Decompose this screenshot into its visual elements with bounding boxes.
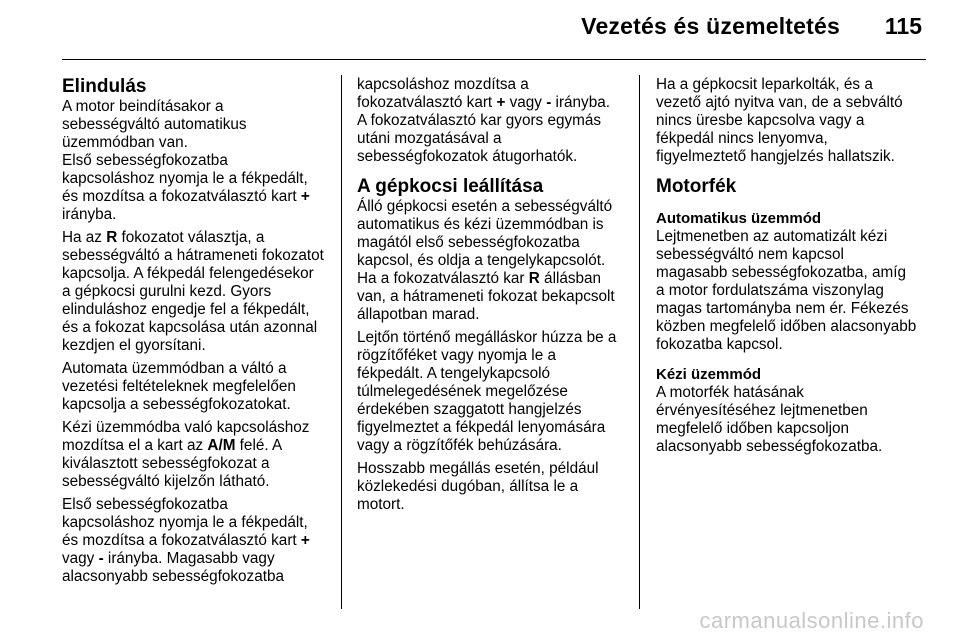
paragraph: kapcsoláshoz mozdítsa a fokozatválasztó kart + vagy - irányba. A fokozatválasztó kar gyors egymás utáni mozgatásával a sebességfokozatok átugorhatók. [357,76,610,165]
paragraph: Első sebességfokozatba kapcsoláshoz nyomja le a fékpedált, és mozdítsa a fokozatválasztó kart + vagy - irányba. Magasabb vagy alacsonyabb sebességfokozatba [62,496,310,585]
paragraph: A motor beindításakor a sebességváltó automatikus üzemmódban van. Első sebességfokozatba kapcsoláshoz nyomja le a fékpedált, és mozdítsa a fokozatválasztó kart + irányba. [62,98,310,223]
paragraph: Hosszabb megállás esetén, például közlekedési dugóban, állítsa le a motort. [357,460,599,513]
section-heading-elindulas: Elindulás [62,76,147,97]
column-middle [357,76,619,519]
section-heading-motorfek: Motorfék [656,176,737,197]
watermark: carmanualsonline.info [699,608,924,633]
column-left [62,76,324,591]
paragraph: Álló gépkocsi esetén a sebességváltó automatikus és kézi üzemmódban is magától első sebességfokozatba kapcsol, és oldja a tengelykapcsolót. Ha a fokozatválasztó kar R állásban van, a hátrameneti fokozat bekapcsolt állapotban marad. [357,198,615,323]
page-number: 115 [884,13,922,39]
paragraph: Ha a gépkocsit leparkolták, és a vezető ajtó nyitva van, de a sebváltó nincs üresbe kapcsolva vagy a fékpedál nincs lenyomva, figyelmeztető hangjelzés hallatszik. [656,76,903,165]
header-rule [62,59,926,60]
paragraph: A motorfék hatásának érvényesítéséhez lejtmenetben megfelelő időben kapcsoljon alacsonyabb sebességfokozatba. [656,384,883,455]
subheading-kezi: Kézi üzemmód [656,366,762,383]
paragraph: Kézi üzemmódba való kapcsoláshoz mozdítsa el a kart az A/M felé. A kiválasztott sebességfokozat a sebességváltó kijelzőn látható. [62,419,310,490]
section-heading-leallitas: A gépkocsi leállítása [357,176,544,197]
paragraph: Lejtmenetben az automatizált kézi sebességváltó nem kapcsol magasabb sebességfokozatba, amíg a motor fordulatszáma viszonylag magas tartományba nem ér. Fékezés közben megfelelő időben alacsonyabb fokozatba kapcsol. [656,228,917,353]
running-title: Vezetés és üzemeltetés [581,13,840,39]
paragraph: Ha az R fokozatot választja, a sebességváltó a hátrameneti fokozatot kapcsolja. A fékpedál felengedésekor a gépkocsi gurulni kezd. Gyors elinduláshoz engedje fel a fékpedált, és a fokozat kapcsolása után azonnal kezdjen el gyorsítani. [62,229,324,354]
column-right [656,76,918,461]
subheading-automatikus: Automatikus üzemmód [656,210,822,227]
column-divider [639,75,640,609]
column-divider [341,75,342,609]
page-header [0,0,960,60]
paragraph: Automata üzemmódban a váltó a vezetési feltételeknek megfelelően kapcsolja a sebességfokozatokat. [62,360,296,413]
paragraph: Lejtőn történő megálláskor húzza be a rögzítőféket vagy nyomja le a fékpedált. A tengelykapcsoló túlmelegedésének megelőzése érdekében szaggatott hangjelzés figyelmeztet a fékpedál lenyomására vagy a rögzítőfék behúzására. [357,329,617,454]
